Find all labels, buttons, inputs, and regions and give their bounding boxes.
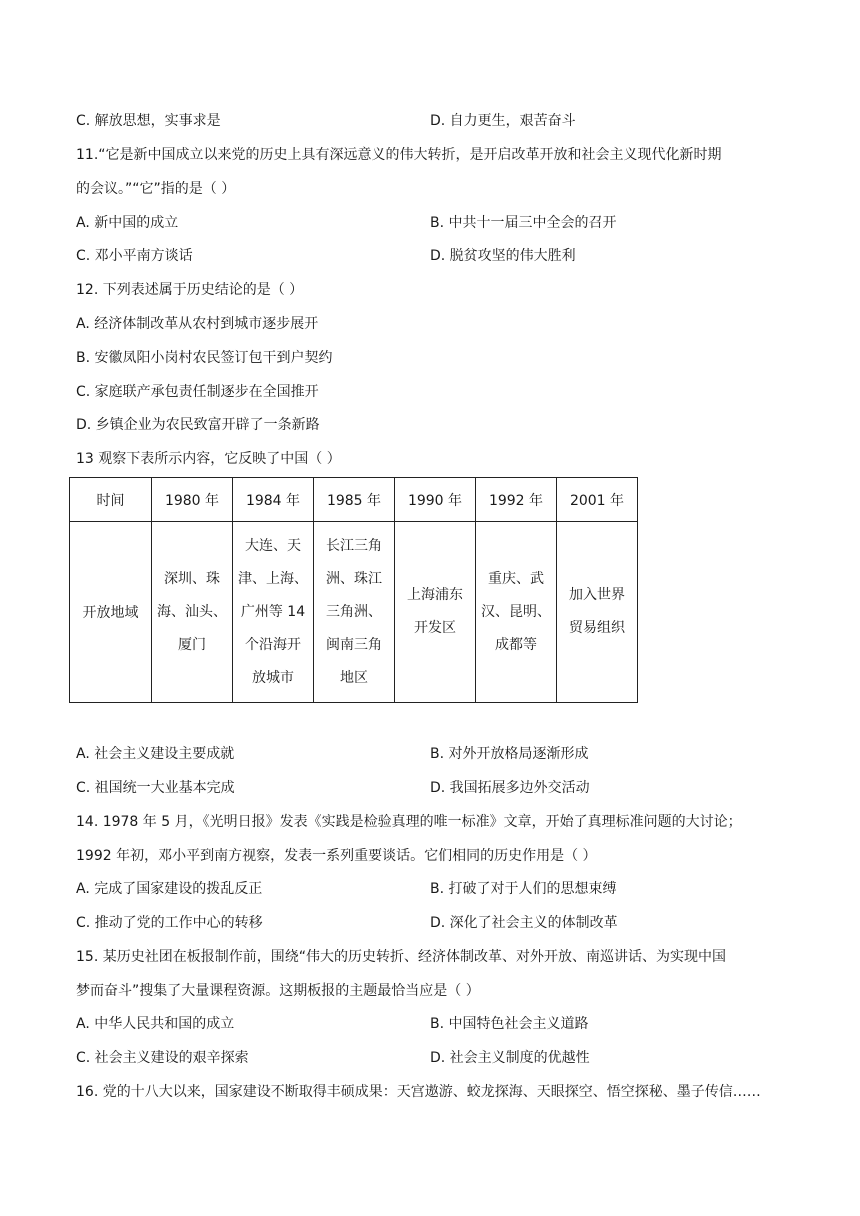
table-header-cell: 1992 年 xyxy=(476,478,557,522)
q10-option-c: C. 解放思想，实事求是 xyxy=(76,113,221,129)
q13-option-d: D. 我国拓展多边外交活动 xyxy=(430,780,590,796)
q12-option-b: B. 安徽凤阳小岗村农民签订包干到户契约 xyxy=(76,350,333,366)
q11-stem-line2: 的会议。”“它”指的是（ ） xyxy=(76,181,236,197)
q15-stem-line2: 梦而奋斗”搜集了大量课程资源。这期板报的主题最恰当应是（ ） xyxy=(76,983,480,999)
q13-option-c: C. 祖国统一大业基本完成 xyxy=(76,780,235,796)
table-header-cell: 2001 年 xyxy=(557,478,638,522)
table-header-cell: 1980 年 xyxy=(152,478,233,522)
q15-option-a: A. 中华人民共和国的成立 xyxy=(76,1016,235,1032)
table-header-cell: 1985 年 xyxy=(314,478,395,522)
q11-option-b: B. 中共十一届三中全会的召开 xyxy=(430,215,617,231)
q13-stem: 13 观察下表所示内容，它反映了中国（ ） xyxy=(76,451,341,467)
q15-option-b: B. 中国特色社会主义道路 xyxy=(430,1016,589,1032)
q12-option-a: A. 经济体制改革从农村到城市逐步展开 xyxy=(76,316,319,332)
q14-option-a: A. 完成了国家建设的拨乱反正 xyxy=(76,881,263,897)
table-header-cell: 1984 年 xyxy=(233,478,314,522)
q14-stem-line1: 14. 1978 年 5 月，《光明日报》发表《实践是检验真理的唯一标准》文章，开始了真理标准问题的大讨论； xyxy=(76,814,742,830)
table-cell: 上海浦东 开发区 xyxy=(395,522,476,703)
q14-option-b: B. 打破了对于人们的思想束缚 xyxy=(430,881,617,897)
q14-option-c: C. 推动了党的工作中心的转移 xyxy=(76,915,263,931)
q15-option-c: C. 社会主义建设的艰辛探索 xyxy=(76,1050,249,1066)
q14-option-d: D. 深化了社会主义的体制改革 xyxy=(430,915,618,931)
table-header-row xyxy=(70,478,638,522)
q12-option-d: D. 乡镇企业为农民致富开辟了一条新路 xyxy=(76,417,320,433)
table-header-cell: 时间 xyxy=(70,478,152,522)
table-row xyxy=(70,522,638,703)
q15-option-d: D. 社会主义制度的优越性 xyxy=(430,1050,590,1066)
q14-stem-line2: 1992 年初，邓小平到南方视察，发表一系列重要谈话。它们相同的历史作用是（ ） xyxy=(76,848,597,864)
q11-stem-line1: 11.“它是新中国成立以来党的历史上具有深远意义的伟大转折，是开启改革开放和社会主义现代化新时期 xyxy=(76,147,722,163)
q11-option-c: C. 邓小平南方谈话 xyxy=(76,248,193,264)
table-row-label: 开放地域 xyxy=(70,522,152,703)
opening-regions-table xyxy=(69,477,638,703)
q10-option-d: D. 自力更生，艰苦奋斗 xyxy=(430,113,576,129)
q16-stem-line1: 16. 党的十八大以来，国家建设不断取得丰硕成果：天宫遨游、蛟龙探海、天眼探空、悟空探秘、墨子传信…… xyxy=(76,1084,761,1100)
q11-option-a: A. 新中国的成立 xyxy=(76,215,179,231)
table-cell: 长江三角 洲、珠江 三角洲、 闽南三角 地区 xyxy=(314,522,395,703)
q12-stem: 12. 下列表述属于历史结论的是（ ） xyxy=(76,282,304,298)
q15-stem-line1: 15. 某历史社团在板报制作前，围绕“伟大的历史转折、经济体制改革、对外开放、南巡讲话、为实现中国 xyxy=(76,949,726,965)
q13-option-a: A. 社会主义建设主要成就 xyxy=(76,746,235,762)
q13-option-b: B. 对外开放格局逐渐形成 xyxy=(430,746,589,762)
q11-option-d: D. 脱贫攻坚的伟大胜利 xyxy=(430,248,576,264)
table-cell: 大连、天 津、上海、 广州等 14 个沿海开 放城市 xyxy=(233,522,314,703)
table-cell: 加入世界 贸易组织 xyxy=(557,522,638,703)
table-cell: 重庆、武 汉、昆明、 成都等 xyxy=(476,522,557,703)
table-cell: 深圳、珠 海、汕头、 厦门 xyxy=(152,522,233,703)
table-header-cell: 1990 年 xyxy=(395,478,476,522)
q12-option-c: C. 家庭联产承包责任制逐步在全国推开 xyxy=(76,384,319,400)
